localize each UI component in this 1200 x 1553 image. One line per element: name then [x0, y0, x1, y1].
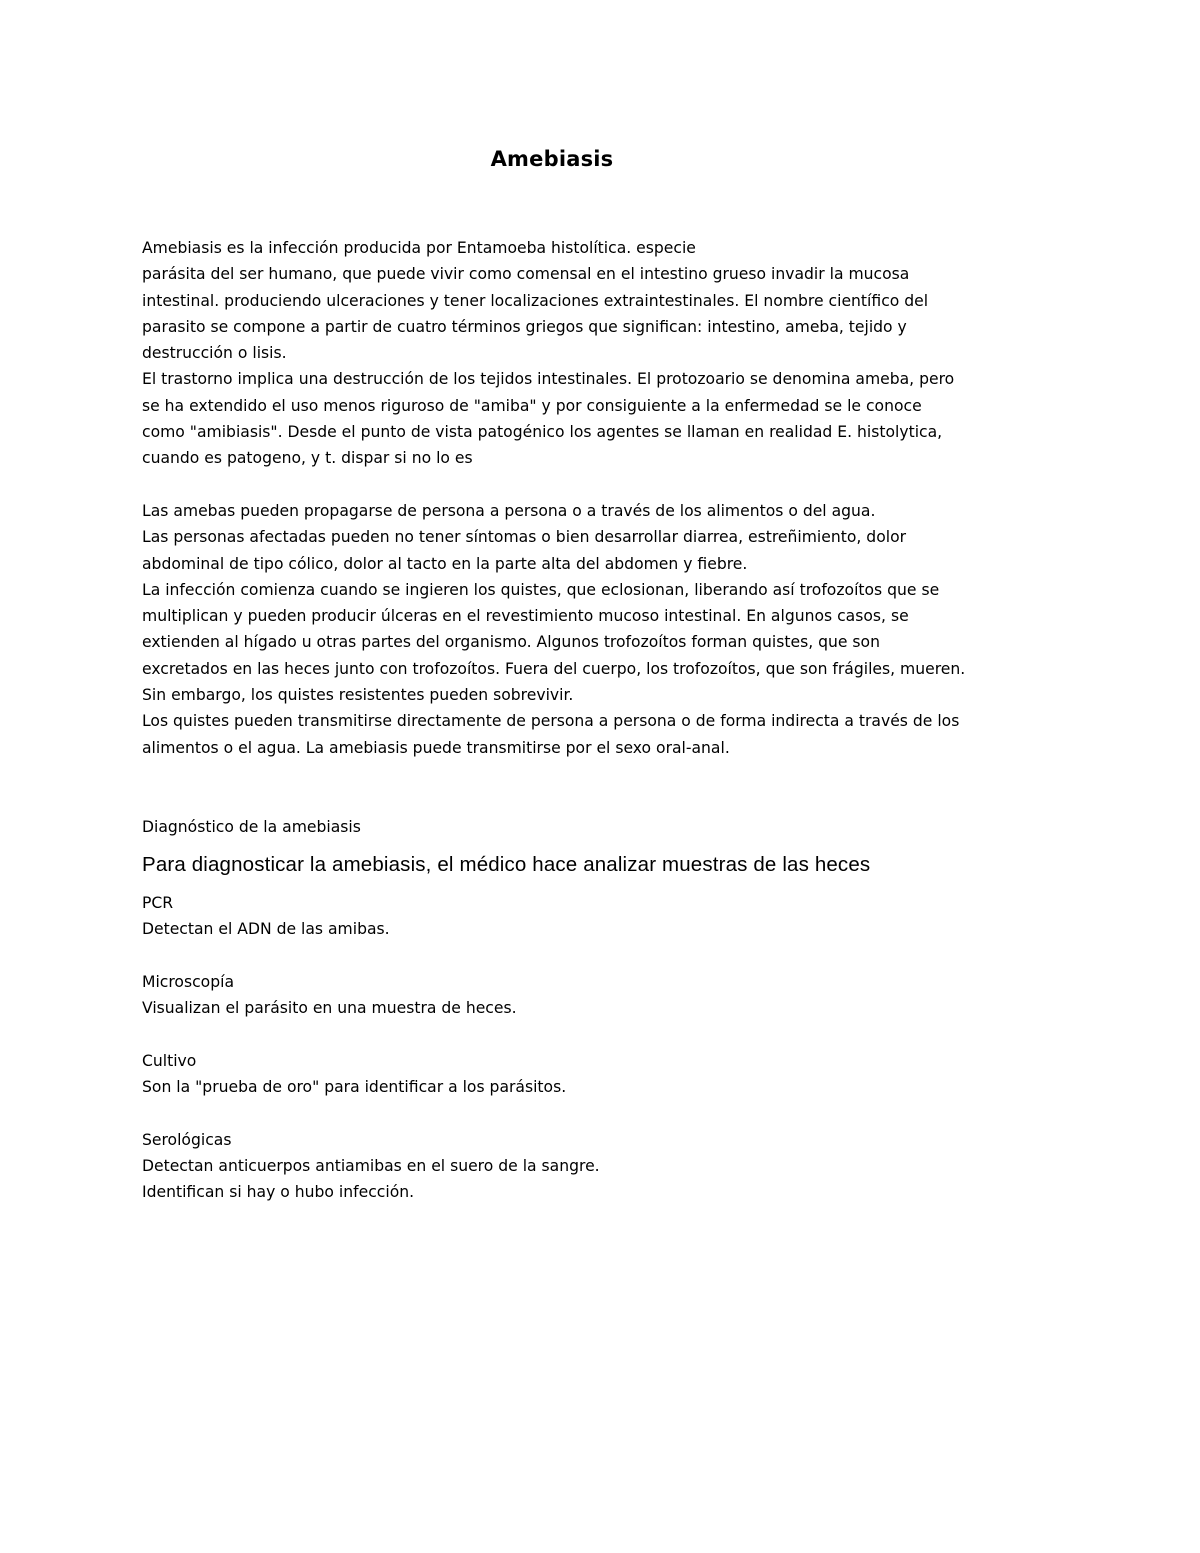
- text-line: alimentos o el agua. La amebiasis puede transmitirse por el sexo oral-anal.: [142, 738, 730, 757]
- diagnosis-section: [142, 814, 1082, 1206]
- text-line: extienden al hígado u otras partes del organismo. Algunos trofozoítos forman quistes, que son: [142, 633, 880, 652]
- text-line: parasito se compone a partir de cuatro términos griegos que significan: intestino, ameba, tejido y: [142, 317, 907, 336]
- method-pcr: [142, 890, 1082, 943]
- text-line: como "amibiasis". Desde el punto de vista patogénico los agentes se llaman en realidad E. histolytica,: [142, 423, 943, 442]
- text-line: Las amebas pueden propagarse de persona a persona o a través de los alimentos o del agua.: [142, 501, 876, 520]
- method-description: Detectan anticuerpos antiamibas en el suero de la sangre.: [142, 1156, 600, 1175]
- method-name: PCR: [142, 893, 174, 912]
- method-name: Cultivo: [142, 1051, 197, 1070]
- diagnosis-heading: Diagnóstico de la amebiasis: [142, 817, 361, 836]
- text-line: parásita del ser humano, que puede vivir como comensal en el intestino grueso invadir la mucosa: [142, 265, 910, 284]
- document-body: [142, 235, 1082, 1205]
- spacer: [142, 761, 1082, 814]
- text-line: abdominal de tipo cólico, dolor al tacto en la parte alta del abdomen y fiebre.: [142, 554, 748, 573]
- text-line: multiplican y pueden producir úlceras en el revestimiento mucoso intestinal. En algunos casos, se: [142, 607, 909, 626]
- text-line: Sin embargo, los quistes resistentes pueden sobrevivir.: [142, 686, 574, 705]
- spacer: [142, 942, 1082, 968]
- diagnosis-lead: Para diagnosticar la amebiasis, el médico hace analizar muestras de las heces: [142, 852, 871, 876]
- intro-paragraph: [142, 235, 1082, 472]
- text-line: Las personas afectadas pueden no tener síntomas o bien desarrollar diarrea, estreñimiento, dolor: [142, 528, 907, 547]
- text-line: Los quistes pueden transmitirse directamente de persona a persona o de forma indirecta a través de los: [142, 712, 960, 731]
- text-line: El trastorno implica una destrucción de los tejidos intestinales. El protozoario se denomina ameba, pero: [142, 370, 955, 389]
- transmission-paragraph: [142, 498, 1082, 761]
- text-line: La infección comienza cuando se ingieren los quistes, que eclosionan, liberando así trofozoítos que se: [142, 580, 940, 599]
- method-description: Identifican si hay o hubo infección.: [142, 1183, 415, 1202]
- text-line: excretados en las heces junto con trofozoítos. Fuera del cuerpo, los trofozoítos, que son frágiles, mueren.: [142, 659, 966, 678]
- document-title: Amebiasis: [490, 147, 614, 171]
- method-microscopia: [142, 969, 1082, 1022]
- method-name: Serológicas: [142, 1130, 232, 1149]
- spacer: [142, 1100, 1082, 1126]
- method-description: Detectan el ADN de las amibas.: [142, 920, 390, 939]
- text-line: intestinal. produciendo ulceraciones y tener localizaciones extraintestinales. El nombre científico del: [142, 291, 929, 310]
- text-line: cuando es patogeno, y t. dispar si no lo es: [142, 449, 473, 468]
- spacer: [142, 1021, 1082, 1047]
- method-serologicas: [142, 1127, 1082, 1206]
- method-name: Microscopía: [142, 972, 234, 991]
- method-cultivo: [142, 1048, 1082, 1101]
- spacer: [142, 472, 1082, 498]
- method-description: Visualizan el parásito en una muestra de heces.: [142, 999, 517, 1018]
- text-line: destrucción o lisis.: [142, 344, 287, 363]
- text-line: Amebiasis es la infección producida por Entamoeba histolítica. especie: [142, 239, 696, 257]
- text-line: se ha extendido el uso menos riguroso de "amiba" y por consiguiente a la enfermedad se le conoce: [142, 396, 922, 415]
- method-description: Son la "prueba de oro" para identificar a los parásitos.: [142, 1077, 567, 1096]
